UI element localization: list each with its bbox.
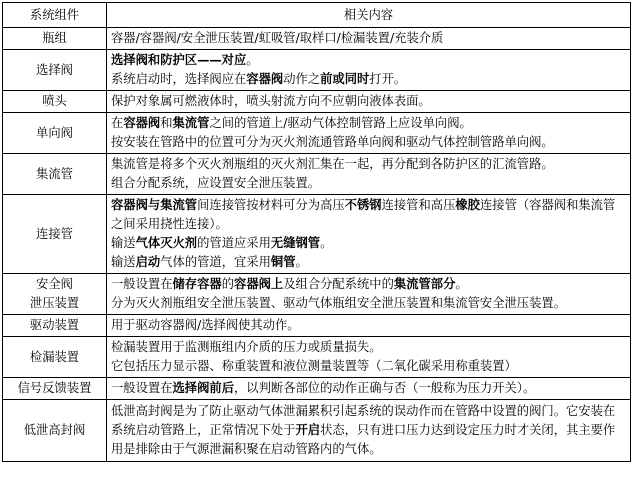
content-text: 它包括压力显示器、称重装置和液位测量装置等（二氧化碳采用称重装置）	[111, 359, 517, 373]
component-cell	[3, 337, 107, 378]
table-row	[3, 195, 631, 274]
content-emphasis: 铜管	[270, 255, 296, 269]
content-cell	[107, 378, 631, 400]
content-text: 的	[221, 277, 235, 291]
component-name: 驱动装置	[29, 318, 80, 332]
component-cell	[3, 195, 107, 274]
component-name: 瓶组	[42, 31, 67, 45]
component-name: 喷头	[42, 94, 67, 108]
content-cell	[107, 337, 631, 378]
content-emphasis: 容器阀上	[234, 277, 284, 291]
content-text: 在	[111, 116, 124, 130]
content-cell	[107, 154, 631, 195]
content-emphasis: 选择阀前后	[172, 381, 234, 395]
content-emphasis: 启动	[135, 255, 161, 269]
component-name: 安全阀	[36, 277, 73, 291]
component-cell	[3, 91, 107, 113]
content-emphasis: 容器阀	[246, 72, 284, 86]
component-name: 低泄高封阀	[23, 423, 86, 437]
content-emphasis: 无缝钢管	[270, 236, 321, 250]
table-row	[3, 315, 631, 337]
content-text: 动作之	[283, 72, 321, 86]
content-cell	[107, 315, 631, 337]
content-text: 。	[455, 277, 468, 291]
component-name: 泄压装置	[29, 296, 80, 310]
content-text: 。	[320, 236, 333, 250]
content-text: 一般设置在	[111, 381, 173, 395]
content-text: ，以判断各部位的动作正确与否（一般称为压力开关）。	[234, 381, 536, 395]
content-text: 连接管（容器阀和集流管之间采用挠性连接）。	[111, 198, 616, 231]
header-row	[3, 3, 631, 28]
component-cell	[3, 28, 107, 50]
content-text: 。	[295, 255, 308, 269]
component-cell	[3, 315, 107, 337]
header-component: 系统组件	[3, 3, 107, 28]
content-text: 保护对象属可燃液体时，喷头射流方向不应朝向液体表面。	[111, 94, 431, 108]
content-text: 集流管是将多个灭火剂瓶组的灭火剂汇集在一起，再分配到各防护区的汇流管路。	[111, 157, 554, 171]
content-line	[111, 379, 626, 398]
content-cell	[107, 50, 631, 91]
content-emphasis: 开启	[295, 423, 321, 437]
component-name: 连接管	[36, 226, 73, 241]
component-cell	[3, 154, 107, 195]
content-text: 分为灭火剂瓶组安全泄压装置、驱动气体瓶组安全泄压装置和集流管安全泄压装置。	[111, 296, 566, 310]
content-text: 和	[160, 116, 173, 130]
content-text: 连接管和高压	[381, 198, 456, 212]
table-row	[3, 378, 631, 400]
content-emphasis: 集流管部分	[393, 277, 456, 291]
component-cell	[3, 50, 107, 91]
component-name: 检漏装置	[29, 349, 80, 364]
content-text: 输送	[111, 236, 136, 250]
content-line	[111, 114, 626, 133]
content-text: 组合分配系统，应设置安全泄压装置。	[111, 176, 321, 190]
content-text: 气体的管道，宜采用	[160, 255, 271, 269]
content-line	[111, 196, 626, 234]
content-emphasis: 容器阀	[123, 116, 161, 130]
component-cell	[3, 378, 107, 400]
component-name: 信号反馈装置	[17, 381, 92, 395]
content-line	[111, 174, 626, 193]
content-text: 。	[246, 53, 259, 67]
content-line	[111, 70, 626, 89]
content-line	[111, 155, 626, 174]
content-cell	[107, 195, 631, 274]
component-cell	[3, 113, 107, 154]
content-line	[111, 357, 626, 376]
content-text: 及组合分配系统中的	[283, 277, 394, 291]
component-name: 选择阀	[36, 62, 73, 77]
content-line	[111, 402, 626, 459]
component-cell	[3, 400, 107, 462]
content-line	[111, 51, 626, 70]
table-row	[3, 337, 631, 378]
content-text: 容器/容器阀/安全泄压装置/虹吸管/取样口/检漏装置/充装介质	[111, 31, 444, 45]
content-line	[111, 29, 626, 48]
content-text: 输送	[111, 255, 136, 269]
content-text: 一般设置在	[111, 277, 173, 291]
content-cell	[107, 91, 631, 113]
content-text: 状态，只有进口压力达到设定压力时才关闭，其主要作用是排除由于气源泄漏积聚在启动管路内的气体。	[111, 423, 616, 456]
content-emphasis: 橡胶	[455, 198, 480, 212]
content-emphasis: 集流管	[172, 116, 210, 130]
content-text: 低泄高封阀是为了防止驱动气体泄漏累积引起系统的误动作而在管路中设置的阀门。它安装在系统启动管路上，正常情况下处于	[111, 404, 616, 437]
content-text: 检漏装置用于监测瓶组内介质的压力或质量损失。	[111, 340, 382, 354]
table-row	[3, 154, 631, 195]
content-emphasis: 前或同时	[320, 72, 370, 86]
content-line	[111, 234, 626, 253]
content-emphasis: 不锈钢	[344, 198, 382, 212]
header-content: 相关内容	[107, 3, 631, 28]
content-line	[111, 275, 626, 294]
content-emphasis: 选择阀和防护区——对应	[111, 53, 247, 67]
table-row	[3, 50, 631, 91]
content-line	[111, 294, 626, 313]
table-body	[3, 28, 631, 462]
content-text: 用于驱动容器阀/选择阀使其动作。	[111, 318, 300, 332]
table-row	[3, 400, 631, 462]
content-text: 打开。	[369, 72, 407, 86]
content-line	[111, 133, 626, 152]
component-cell	[3, 274, 107, 315]
content-text: 按安装在管路中的位置可分为灭火剂流通管路单向阀和驱动气体控制管路单向阀。	[111, 135, 554, 149]
table-row	[3, 113, 631, 154]
content-text: 的管道应采用	[197, 236, 271, 250]
table-row	[3, 28, 631, 50]
content-line	[111, 338, 626, 357]
content-emphasis: 气体灭火剂	[135, 236, 198, 250]
component-name: 集流管	[36, 166, 73, 181]
table-row	[3, 274, 631, 315]
content-line	[111, 253, 626, 272]
content-line	[111, 316, 626, 335]
content-emphasis: 储存容器	[172, 277, 222, 291]
content-text: 系统启动时，选择阀应在	[111, 72, 247, 86]
content-emphasis: 容器阀与集流管	[111, 198, 198, 212]
content-cell	[107, 274, 631, 315]
content-cell	[107, 400, 631, 462]
content-text: 间连接管按材料可分为高压	[197, 198, 345, 212]
components-table	[2, 2, 631, 462]
component-name: 单向阀	[36, 125, 73, 140]
table-row	[3, 91, 631, 113]
content-cell	[107, 113, 631, 154]
content-text: 之间的管道上/驱动气体控制管路上应设单向阀。	[209, 116, 472, 130]
content-cell	[107, 28, 631, 50]
content-line	[111, 92, 626, 111]
